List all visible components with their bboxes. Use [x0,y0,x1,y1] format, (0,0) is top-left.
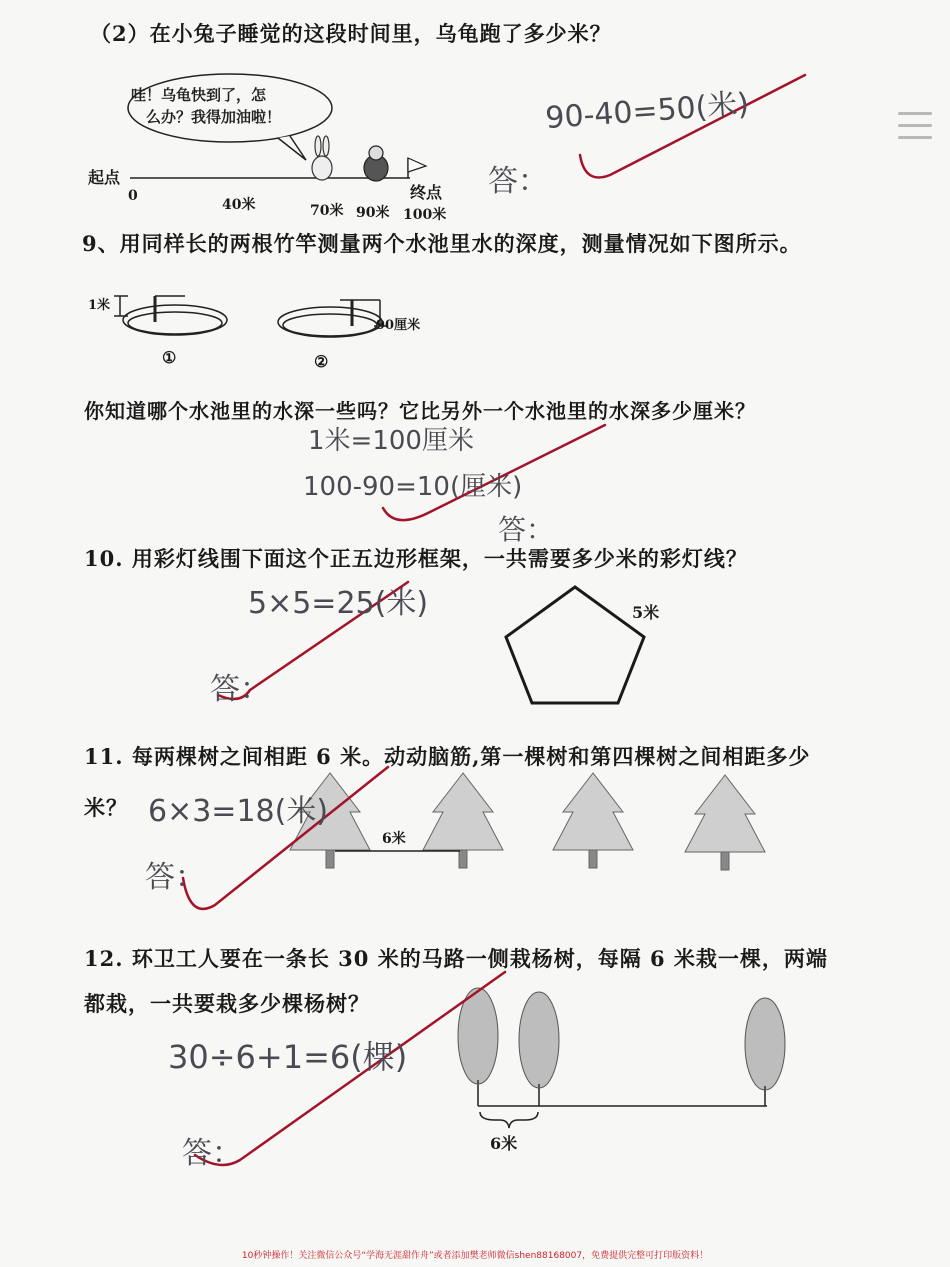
tick-label: 100米 [403,207,447,223]
calc-q9-line-2: 100-90=10(厘米) [303,472,523,502]
pentagon-shape [506,587,644,703]
poplar-tree-icon [458,988,498,1106]
question-12-title-cont: 都栽，一共要栽多少棵杨树？ [84,991,370,1016]
pool-1-measure: 1米 [88,298,111,313]
tick-label: 0 [128,188,138,204]
calc-q9-line-1: 1米=100厘米 [308,426,474,456]
poplar-tree-icon [519,992,559,1106]
question-11-title: 11. 每两棵树之间相距 6 米。动动脑筋,第一棵树和第四棵树之间相距多少 [84,744,811,769]
answer-label-q12: 答： [182,1136,242,1171]
start-label: 起点 [88,168,121,187]
tick-label: 90米 [356,205,390,221]
pool-1-label: ① [162,348,177,367]
tick-label: 40米 [222,197,256,213]
pool-2 [278,300,386,337]
answer-label-q2: 答： [488,164,548,199]
answer-label-q11: 答： [145,860,205,895]
pool-1 [114,296,227,335]
pool-2-measure: 90厘米 [376,318,421,333]
question-9-prompt: 你知道哪个水池里的水深一些吗？它比另外一个水池里的水深多少厘米？ [84,399,756,423]
calc-q12: 30÷6+1=6(棵) [168,1038,408,1076]
rabbit-icon [312,136,332,180]
tree-icon [423,773,503,868]
answer-label-q9: 答： [498,513,555,546]
speech-bubble-line-2: 么办？我得加油啦！ [146,108,282,126]
calc-q10: 5×5=25(米) [248,586,429,621]
question-9-title: 9、用同样长的两根竹竿测量两个水池里水的深度，测量情况如下图所示。 [82,231,802,256]
turtle-icon [364,146,388,181]
speech-bubble-tail [278,136,306,160]
gap-brace [480,1112,538,1128]
question-2-title: （2）在小兔子睡觉的这段时间里，乌龟跑了多少米？ [90,21,612,46]
end-label: 终点 [410,183,443,202]
question-12-title: 12. 环卫工人要在一条长 30 米的马路一侧栽杨树，每隔 6 米栽一棵，两端 [84,946,828,971]
tree-gap-label: 6米 [382,831,406,847]
answer-label-q10: 答： [210,672,270,707]
road-gap-label: 6米 [490,1134,518,1153]
tree-icon [685,775,765,870]
question-11-title-cont: 米？ [84,795,128,820]
pentagon-side-label: 5米 [632,603,660,622]
question-10-title: 10. 用彩灯线围下面这个正五边形框架，一共需要多少米的彩灯线？ [84,546,748,571]
answer-calc-q2: 90-40=50(米) [544,86,751,137]
calc-q11: 6×3=18(米) [148,794,329,829]
tree-icon [553,773,633,868]
footer-notice: 10秒钟操作！关注微信公众号“学海无涯甜作舟”或者添加樊老师微信shen88168007，免费提供完整可打印版资料！ [241,1251,709,1261]
pool-2-label: ② [314,352,329,371]
tick-label: 70米 [310,203,344,219]
flag-icon [408,158,426,172]
speech-bubble-line-1: 哇！乌龟快到了，怎 [131,86,267,104]
poplar-tree-icon [745,998,785,1106]
